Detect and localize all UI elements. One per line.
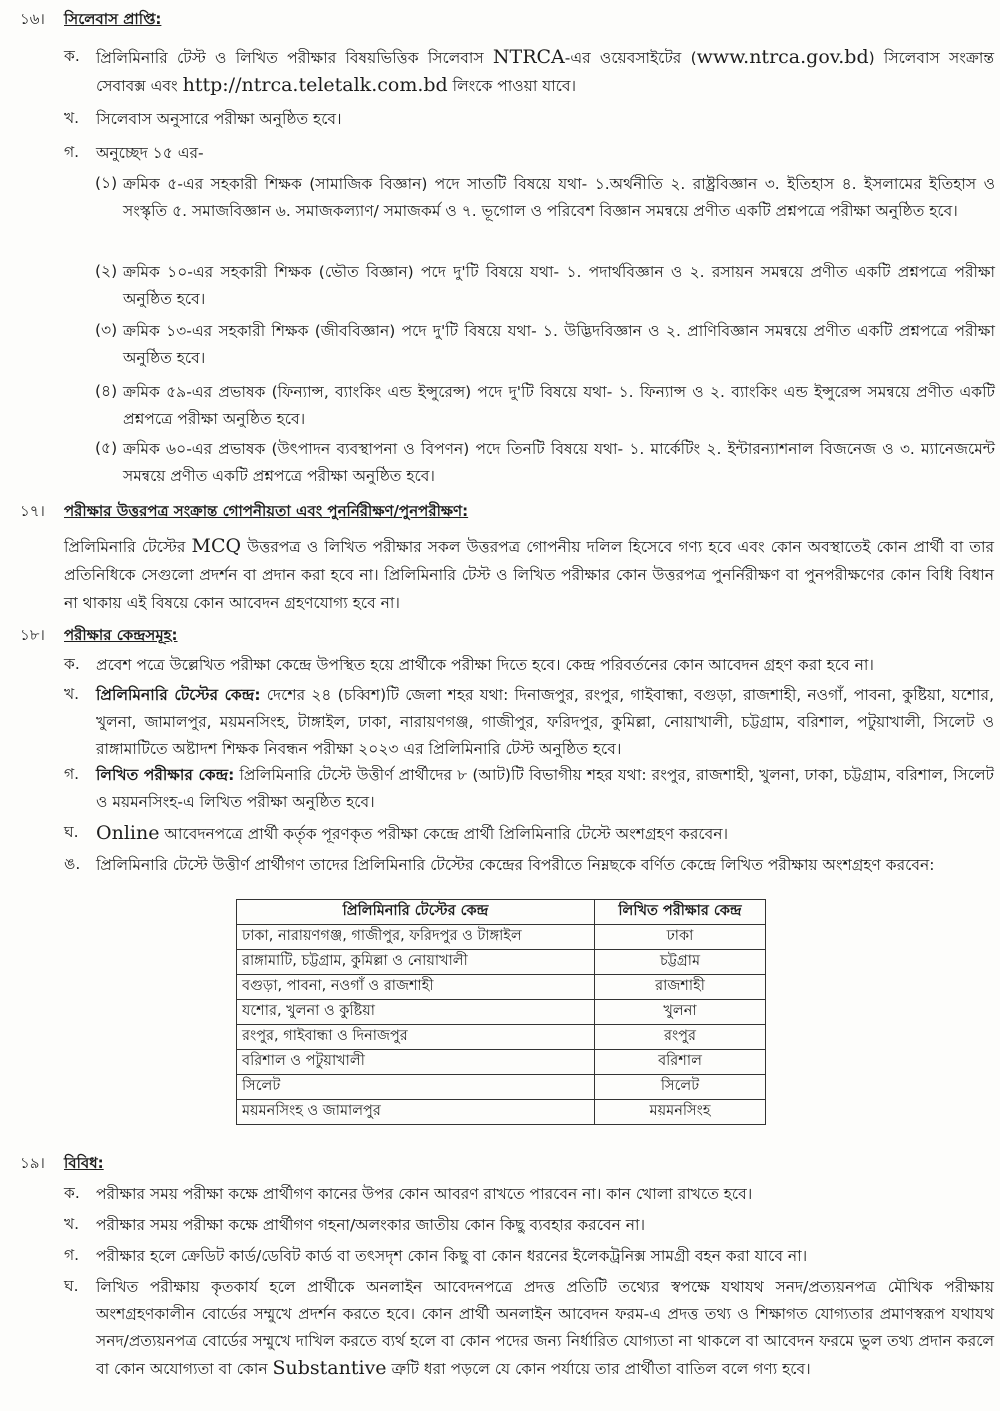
table-cell: খুলনা bbox=[595, 1000, 766, 1025]
table-cell: ময়মনসিংহ bbox=[595, 1100, 766, 1125]
item-text: ক্রমিক ৬০-এর প্রভাষক (উৎপাদন ব্যবস্থাপনা ও বিপণন) পদে তিনটি বিষয়ে যথা- ১. মার্কেটিং ২. ইন্টারন্যাশনাল বিজনেজ ও ৩. ম্যানেজমেন্ট সমন্বয়ে প্রণীত একটি প্রশ্নপত্রে পরীক্ষা অনুষ্ঠিত হবে। bbox=[123, 440, 995, 485]
text-fragment: প্রিলিমিনারি টেস্টের bbox=[64, 538, 192, 556]
list-item bbox=[64, 852, 994, 879]
table-cell: সিলেট bbox=[237, 1075, 595, 1100]
item-text: ক্রমিক ১০-এর সহকারী শিক্ষক (ভৌত বিজ্ঞান) পদে দু'টি বিষয়ে যথা- ১. পদার্থবিজ্ঞান ও ২. রসায়ন সমন্বয়ে প্রণীত একটি প্রশ্নপত্রে পরীক্ষা অনুষ্ঠিত হবে। bbox=[123, 263, 995, 308]
exam-centers-table bbox=[236, 899, 766, 1125]
item-text bbox=[96, 44, 994, 100]
section-title: বিবিধ: bbox=[64, 1154, 104, 1172]
item-marker: গ. bbox=[64, 1246, 80, 1264]
list-item bbox=[64, 1243, 994, 1270]
sub-item bbox=[95, 379, 995, 433]
section-17-heading bbox=[20, 500, 468, 525]
list-item bbox=[64, 1181, 994, 1208]
column-header: লিখিত পরীক্ষার কেন্দ্র bbox=[595, 900, 766, 925]
list-item bbox=[64, 44, 994, 100]
text-fragment: দেশের ২৪ (চব্বিশ)টি জেলা শহর যথা: দিনাজপুর, রংপুর, গাইবান্ধা, বগুড়া, রাজশাহী, নওগাঁ, পাবনা, কুষ্টিয়া, যশোর, খুলনা, জামালপুর, ময়মনসিংহ, টাঙ্গাইল, ঢাকা, নারায়ণগঞ্জ, গাজীপুর, ফরিদপুর, কুমিল্লা, নোয়াখালী, চট্টগ্রাম, বরিশাল, পটুয়াখালী, সিলেট ও রাঙ্গামাটিতে অষ্টাদশ শিক্ষক নিবন্ধন পরীক্ষা ২০২৩ এর প্রিলিমিনারি টেস্ট অনুষ্ঠিত হবে। bbox=[96, 686, 994, 758]
section-title: সিলেবাস প্রাপ্তি: bbox=[64, 10, 162, 28]
table-row bbox=[237, 1000, 766, 1025]
item-text: পরীক্ষার সময় পরীক্ষা কক্ষে প্রার্থীগণ কানের উপর কোন আবরণ রাখতে পারবেন না। কান খোলা রাখতে হবে। bbox=[96, 1185, 753, 1203]
section-number: ১৬। bbox=[20, 10, 45, 28]
latin-fragment: Substantive bbox=[272, 1357, 387, 1379]
text-fragment: ) সিলেবাস সংক্রান্ত সেবাবক্স এবং bbox=[96, 49, 995, 95]
table-row bbox=[237, 1025, 766, 1050]
item-text bbox=[96, 762, 994, 816]
item-text: পরীক্ষার হলে ক্রেডিট কার্ড/ডেবিট কার্ড বা তৎসদৃশ কোন কিছু বা কোন ধরনের ইলেকট্রনিক্স সামগ্রী বহন করা যাবে না। bbox=[96, 1247, 808, 1265]
sub-item bbox=[95, 171, 995, 225]
list-item bbox=[64, 106, 994, 133]
section-19-heading bbox=[20, 1152, 104, 1177]
list-item bbox=[64, 140, 994, 167]
item-marker: ঘ. bbox=[64, 1277, 79, 1295]
section-title: পরীক্ষার উত্তরপত্র সংক্রান্ত গোপনীয়তা এবং পুনর্নিরীক্ষণ/পুনপরীক্ষণ: bbox=[64, 502, 469, 520]
latin-fragment: MCQ bbox=[191, 535, 242, 557]
table-cell: বগুড়া, পাবনা, নওগাঁ ও রাজশাহী bbox=[237, 975, 595, 1000]
item-lead: প্রিলিমিনারি টেস্টের কেন্দ্র: bbox=[96, 686, 261, 704]
table-cell: রাঙ্গামাটি, চট্টগ্রাম, কুমিল্লা ও নোয়াখালী bbox=[237, 950, 595, 975]
text-fragment: লিংকে পাওয়া যাবে। bbox=[447, 77, 577, 95]
item-marker: (২) bbox=[95, 262, 118, 280]
text-fragment: উত্তরপত্র ও লিখিত পরীক্ষার সকল উত্তরপত্র গোপনীয় দলিল হিসেবে গণ্য হবে এবং কোন অবস্থাতেই কোন প্রার্থী বা তার প্রতিনিধিকে সেগুলো প্রদর্শন বা প্রদান করা হবে না। প্রিলিমিনারি টেস্ট ও লিখিত পরীক্ষার কোন উত্তরপত্র পুনর্নিরীক্ষণ বা পুনপরীক্ষণের কোন বিধি বিধান না থাকায় এই বিষয়ে কোন আবেদন গ্রহণযোগ্য হবে না। bbox=[64, 538, 994, 612]
item-marker: ক. bbox=[64, 655, 80, 673]
section-18-heading bbox=[20, 624, 178, 649]
item-text: পরীক্ষার সময় পরীক্ষা কক্ষে প্রার্থীগণ গহনা/অলংকার জাতীয় কোন কিছু ব্যবহার করবেন না। bbox=[96, 1216, 646, 1234]
item-marker: ক. bbox=[64, 1184, 80, 1202]
item-text: সিলেবাস অনুসারে পরীক্ষা অনুষ্ঠিত হবে। bbox=[96, 110, 342, 128]
table-cell: সিলেট bbox=[595, 1075, 766, 1100]
table-cell: বরিশাল ও পটুয়াখালী bbox=[237, 1050, 595, 1075]
list-item bbox=[64, 762, 994, 816]
list-item bbox=[64, 1212, 994, 1239]
section-number: ১৭। bbox=[20, 502, 45, 520]
item-marker: খ. bbox=[64, 685, 80, 703]
table-cell: রংপুর, গাইবান্ধা ও দিনাজপুর bbox=[237, 1025, 595, 1050]
item-text: অনুচ্ছেদ ১৫ এর- bbox=[96, 144, 204, 162]
text-fragment: -এর ওয়েবসাইটের ( bbox=[564, 49, 697, 67]
table-row bbox=[237, 1075, 766, 1100]
table-row bbox=[237, 925, 766, 950]
text-fragment: প্রিলিমিনারি টেস্ট ও লিখিত পরীক্ষার বিষয়ভিত্তিক সিলেবাস bbox=[96, 49, 493, 67]
table-cell: ঢাকা, নারায়ণগঞ্জ, গাজীপুর, ফরিদপুর ও টাঙ্গাইল bbox=[237, 925, 595, 950]
table-header-row bbox=[237, 900, 766, 925]
table-row bbox=[237, 1100, 766, 1125]
section-title: পরীক্ষার কেন্দ্রসমূহ: bbox=[64, 626, 178, 644]
table-cell: ঢাকা bbox=[595, 925, 766, 950]
website-link[interactable]: www.ntrca.gov.bd bbox=[696, 46, 869, 68]
list-item bbox=[64, 652, 994, 679]
teletalk-link[interactable]: http://ntrca.teletalk.com.bd bbox=[182, 74, 448, 96]
list-item bbox=[64, 682, 994, 763]
item-marker: ঙ. bbox=[64, 855, 81, 873]
table-row bbox=[237, 975, 766, 1000]
sub-item bbox=[95, 259, 995, 313]
item-text bbox=[96, 1274, 994, 1383]
item-marker: (১) bbox=[95, 174, 118, 192]
latin-fragment: NTRCA bbox=[492, 46, 565, 68]
text-fragment: প্রিলিমিনারি টেস্টে উত্তীর্ণ প্রার্থীদের ৮ (আট)টি বিভাগীয় শহর যথা: রংপুর, রাজশাহী, খুলনা, ঢাকা, চট্টগ্রাম, বরিশাল, সিলেট ও ময়মনসিংহ-এ লিখিত পরীক্ষা অনুষ্ঠিত হবে। bbox=[96, 766, 995, 811]
table-cell: ময়মনসিংহ ও জামালপুর bbox=[237, 1100, 595, 1125]
item-text bbox=[96, 682, 994, 763]
item-text: ক্রমিক ১৩-এর সহকারী শিক্ষক (জীববিজ্ঞান) পদে দু'টি বিষয়ে যথা- ১. উদ্ভিদবিজ্ঞান ও ২. প্রাণিবিজ্ঞান সমন্বয়ে প্রণীত একটি প্রশ্নপত্রে পরীক্ষা অনুষ্ঠিত হবে। bbox=[123, 322, 995, 367]
item-marker: গ. bbox=[64, 765, 80, 783]
table-cell: বরিশাল bbox=[595, 1050, 766, 1075]
section-number: ১৯। bbox=[20, 1154, 45, 1172]
list-item bbox=[64, 1274, 994, 1383]
latin-fragment: Online bbox=[96, 822, 160, 844]
item-marker: (৩) bbox=[95, 321, 118, 339]
item-text: প্রবেশ পত্রে উল্লেখিত পরীক্ষা কেন্দ্রে উপস্থিত হয়ে প্রার্থীকে পরীক্ষা দিতে হবে। কেন্দ্র পরিবর্তনের কোন আবেদন গ্রহণ করা হবে না। bbox=[96, 656, 874, 674]
sub-item bbox=[95, 436, 995, 490]
table-cell: রংপুর bbox=[595, 1025, 766, 1050]
column-header: প্রিলিমিনারি টেস্টের কেন্দ্র bbox=[237, 900, 595, 925]
item-lead: লিখিত পরীক্ষার কেন্দ্র: bbox=[96, 766, 235, 784]
item-marker: (৫) bbox=[95, 439, 118, 457]
sub-item bbox=[95, 318, 995, 372]
table-cell: রাজশাহী bbox=[595, 975, 766, 1000]
item-text: প্রিলিমিনারি টেস্টে উত্তীর্ণ প্রার্থীগণ তাদের প্রিলিমিনারি টেস্টের কেন্দ্রের বিপরীতে নিম্নছকে বর্ণিত কেন্দ্রে লিখিত পরীক্ষায় অংশগ্রহণ করবেন: bbox=[96, 856, 935, 874]
item-text: ক্রমিক ৫-এর সহকারী শিক্ষক (সামাজিক বিজ্ঞান) পদে সাতটি বিষয়ে যথা- ১.অর্থনীতি ২. রাষ্ট্রবিজ্ঞান ৩. ইতিহাস ৪. ইসলামের ইতিহাস ও সংস্কৃতি ৫. সমাজবিজ্ঞান ৬. সমাজকল্যাণ/ সমাজকর্ম ও ৭. ভূগোল ও পরিবেশ বিজ্ঞান সমন্বয়ে প্রণীত একটি প্রশ্নপত্রে পরীক্ষা অনুষ্ঠিত হবে। bbox=[123, 175, 995, 220]
section-16-heading bbox=[20, 8, 161, 33]
item-text: ক্রমিক ৫৯-এর প্রভাষক (ফিন্যান্স, ব্যাংকিং এন্ড ইন্সুরেন্স) পদে দু'টি বিষয়ে যথা- ১. ফিন্যান্স ও ২. ব্যাংকিং এন্ড ইন্সুরেন্স সমন্বয়ে প্রণীত একটি প্রশ্নপত্রে পরীক্ষা অনুষ্ঠিত হবে। bbox=[123, 383, 995, 428]
item-marker: ক. bbox=[64, 47, 80, 65]
table-row bbox=[237, 950, 766, 975]
section-number: ১৮। bbox=[20, 626, 45, 644]
item-text bbox=[96, 820, 994, 848]
table-row bbox=[237, 1050, 766, 1075]
item-marker: ঘ. bbox=[64, 823, 79, 841]
text-fragment: লিখিত পরীক্ষায় কৃতকার্য হলে প্রার্থীকে অনলাইন আবেদনপত্রে প্রদত্ত প্রতিটি তথ্যের স্বপক্ষে যথাযথ সনদ/প্রত্যয়নপত্র মৌখিক পরীক্ষায় অংশগ্রহণকালীন বোর্ডের সম্মুখে প্রদর্শন করতে হবে। কোন প্রার্থী অনলাইন আবেদন ফরম-এ প্রদত্ত তথ্য ও শিক্ষাগত যোগ্যতার প্রমাণস্বরূপ যথাযথ সনদ/প্রত্যয়নপত্র বোর্ডের সম্মুখে দাখিল করতে ব্যর্থ হলে বা কোন পদের জন্য নির্ধারিত যোগ্যতা না থাকলে বা আবেদন ফরমে ভুল তথ্য প্রদান করলে বা কোন অযোগ্যতা বা কোন bbox=[96, 1278, 994, 1378]
item-marker: খ. bbox=[64, 109, 80, 127]
text-fragment: আবেদনপত্রে প্রার্থী কর্তৃক পূরণকৃত পরীক্ষা কেন্দ্রে প্রার্থী প্রিলিমিনারি টেস্টে অংশগ্রহণ করবেন। bbox=[159, 825, 729, 843]
text-fragment: ত্রুটি ধরা পড়লে যে কোন পর্যায়ে তার প্রার্থীতা বাতিল বলে গণ্য হবে। bbox=[386, 1360, 811, 1378]
table-cell: যশোর, খুলনা ও কুষ্টিয়া bbox=[237, 1000, 595, 1025]
list-item bbox=[64, 820, 994, 848]
item-marker: (৪) bbox=[95, 382, 118, 400]
item-marker: গ. bbox=[64, 143, 80, 161]
table-cell: চট্টগ্রাম bbox=[595, 950, 766, 975]
item-marker: খ. bbox=[64, 1215, 80, 1233]
section-17-paragraph bbox=[64, 532, 994, 617]
